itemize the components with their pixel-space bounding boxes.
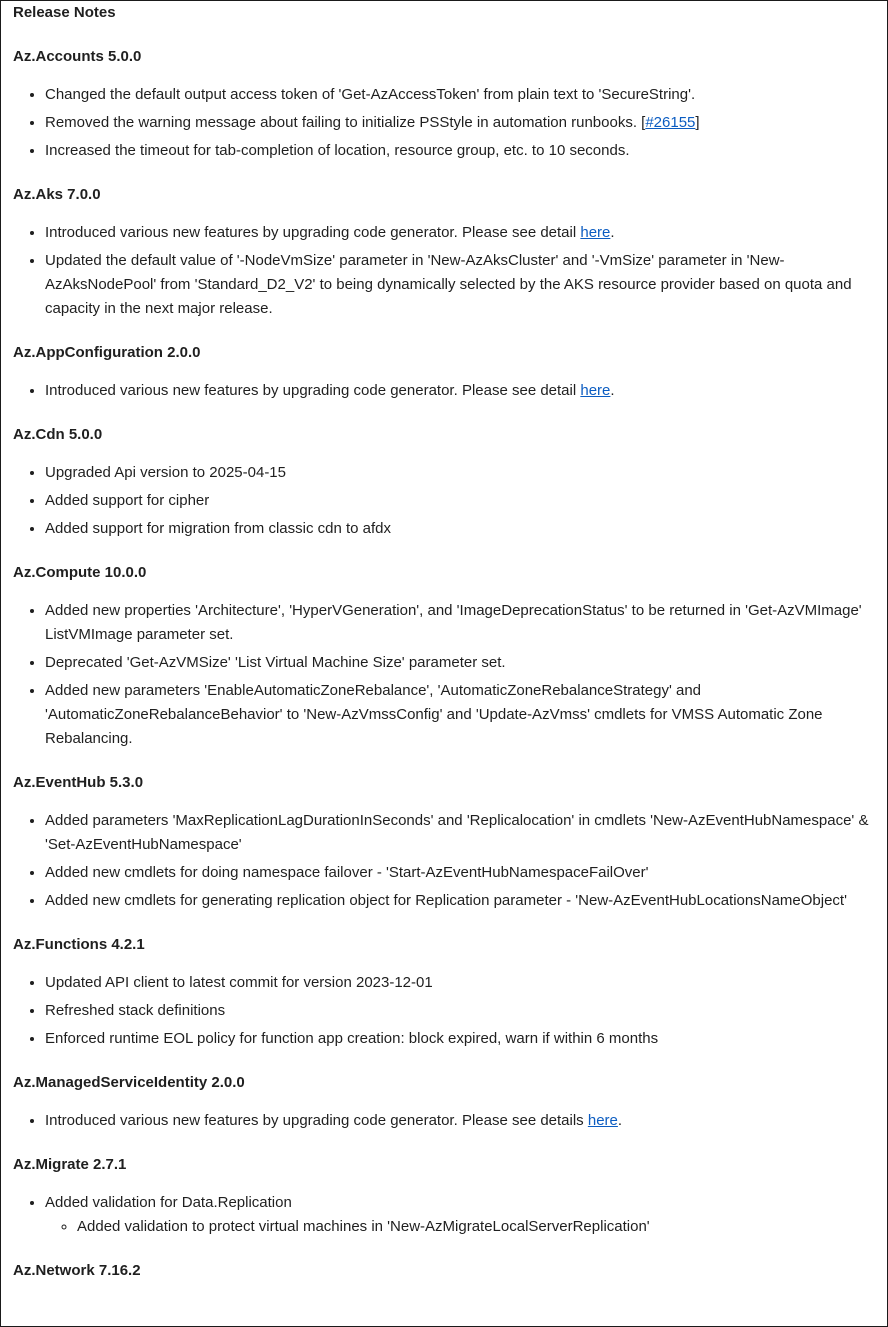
list-item-text: Updated the default value of '-NodeVmSize' parameter in 'New-AzAksCluster' and '-VmSize' parameter in 'New-AzAksNodePool' from 'Standard_D2_V2' to being dynamically selected by the AKS resource provider based on quota and capacity in the next major release. xyxy=(45,252,852,317)
list-item-text: Increased the timeout for tab-completion of location, resource group, etc. to 10 seconds. xyxy=(45,142,630,159)
list-item-text: Updated API client to latest commit for version 2023-12-01 xyxy=(45,974,433,991)
release-sections xyxy=(13,45,875,1283)
section-title-az-migrate-2-7-1: Az.Migrate 2.7.1 xyxy=(13,1156,127,1173)
section-title-az-functions-4-2-1: Az.Functions 4.2.1 xyxy=(13,936,145,953)
list-item xyxy=(45,599,875,647)
list-item-text: Added new parameters 'EnableAutomaticZoneRebalance', 'AutomaticZoneRebalanceStrategy' and 'AutomaticZoneRebalanceBehavior' to 'New-AzVmssConfig' and 'Update-AzVmss' cmdlets for VMSS Automatic Zone Rebalancing. xyxy=(45,682,823,747)
section-list-az-managedserviceidentity-2-0-0 xyxy=(13,1109,875,1133)
list-item-text: Changed the default output access token of 'Get-AzAccessToken' from plain text to 'SecureString'. xyxy=(45,86,696,103)
section-list-az-compute-10-0-0 xyxy=(13,599,875,751)
list-item-text: Introduced various new features by upgrading code generator. Please see detail xyxy=(45,224,581,241)
section-title-az-eventhub-5-3-0: Az.EventHub 5.3.0 xyxy=(13,774,144,791)
section-list-az-eventhub-5-3-0 xyxy=(13,809,875,913)
detail-link[interactable]: #26155 xyxy=(645,114,696,131)
list-item-text-suffix: . xyxy=(610,224,615,241)
list-item xyxy=(45,809,875,857)
sub-list-item: ◦ Added validation to protect virtual machines in 'New-AzMigrateLocalServerReplication' xyxy=(77,1215,875,1239)
list-item xyxy=(45,971,875,995)
section-list-az-migrate-2-7-1 xyxy=(13,1191,875,1239)
list-item-text: Removed the warning message about failing to initialize PSStyle in automation runbooks. [ xyxy=(45,114,646,131)
section-title-az-managedserviceidentity-2-0-0: Az.ManagedServiceIdentity 2.0.0 xyxy=(13,1074,245,1091)
list-item xyxy=(45,679,875,751)
list-item-text: Added support for migration from classic cdn to afdx xyxy=(45,520,391,537)
detail-link[interactable]: here xyxy=(587,1112,618,1129)
list-item-text: Added parameters 'MaxReplicationLagDurationInSeconds' and 'Replicalocation' in cmdlets 'New-AzEventHubNamespace' & 'Set-AzEventHubNamespace' xyxy=(45,812,869,853)
list-item xyxy=(45,1109,875,1133)
list-item xyxy=(45,111,875,135)
list-item xyxy=(45,379,875,403)
list-item xyxy=(45,249,875,321)
list-item-text: Enforced runtime EOL policy for function app creation: block expired, warn if within 6 months xyxy=(45,1030,659,1047)
section-title-az-accounts-5-0-0: Az.Accounts 5.0.0 xyxy=(13,48,142,65)
list-item xyxy=(45,1191,875,1239)
section-title-az-appconfiguration-2-0-0: Az.AppConfiguration 2.0.0 xyxy=(13,344,201,361)
list-item-text: Added validation for Data.Replication xyxy=(45,1194,292,1211)
list-item-text: Added new cmdlets for generating replication object for Replication parameter - 'New-AzEventHubLocationsNameObject' xyxy=(45,892,847,909)
detail-link[interactable]: here xyxy=(580,382,611,399)
list-item xyxy=(45,489,875,513)
list-item xyxy=(45,1027,875,1051)
list-item xyxy=(45,461,875,485)
section-list-az-appconfiguration-2-0-0 xyxy=(13,379,875,403)
section-title-az-network-7-16-2: Az.Network 7.16.2 xyxy=(13,1262,141,1279)
list-item xyxy=(45,889,875,913)
section-list-az-cdn-5-0-0 xyxy=(13,461,875,541)
section-title-az-cdn-5-0-0: Az.Cdn 5.0.0 xyxy=(13,426,103,443)
section-list-az-aks-7-0-0 xyxy=(13,221,875,321)
section-title-az-aks-7-0-0: Az.Aks 7.0.0 xyxy=(13,186,101,203)
page-title: Release Notes xyxy=(13,4,116,21)
list-item xyxy=(45,861,875,885)
list-item-text: Refreshed stack definitions xyxy=(45,1002,226,1019)
list-item xyxy=(45,221,875,245)
list-item-text: Introduced various new features by upgrading code generator. Please see details xyxy=(45,1112,588,1129)
list-item-text: Added support for cipher xyxy=(45,492,210,509)
list-item-text: Introduced various new features by upgrading code generator. Please see detail xyxy=(45,382,581,399)
list-item xyxy=(45,139,875,163)
detail-link[interactable]: here xyxy=(580,224,611,241)
list-item xyxy=(45,999,875,1023)
section-list-az-accounts-5-0-0 xyxy=(13,83,875,163)
list-item-text-suffix: ] xyxy=(695,114,700,131)
section-list-az-functions-4-2-1 xyxy=(13,971,875,1051)
section-title-az-compute-10-0-0: Az.Compute 10.0.0 xyxy=(13,564,147,581)
list-item-text: Added new cmdlets for doing namespace failover - 'Start-AzEventHubNamespaceFailOver' xyxy=(45,864,649,881)
sub-list xyxy=(45,1215,875,1239)
list-item-text: Deprecated 'Get-AzVMSize' 'List Virtual Machine Size' parameter set. xyxy=(45,654,506,671)
list-item-text-suffix: . xyxy=(617,1112,623,1129)
list-item xyxy=(45,651,875,675)
list-item-text: Upgraded Api version to 2025-04-15 xyxy=(45,464,286,481)
list-item xyxy=(45,83,875,107)
list-item xyxy=(45,517,875,541)
list-item-text: Added new properties 'Architecture', 'HyperVGeneration', and 'ImageDeprecationStatus' to be returned in 'Get-AzVMImage' ListVMImage parameter set. xyxy=(45,602,862,643)
list-item-text-suffix: . xyxy=(610,382,615,399)
